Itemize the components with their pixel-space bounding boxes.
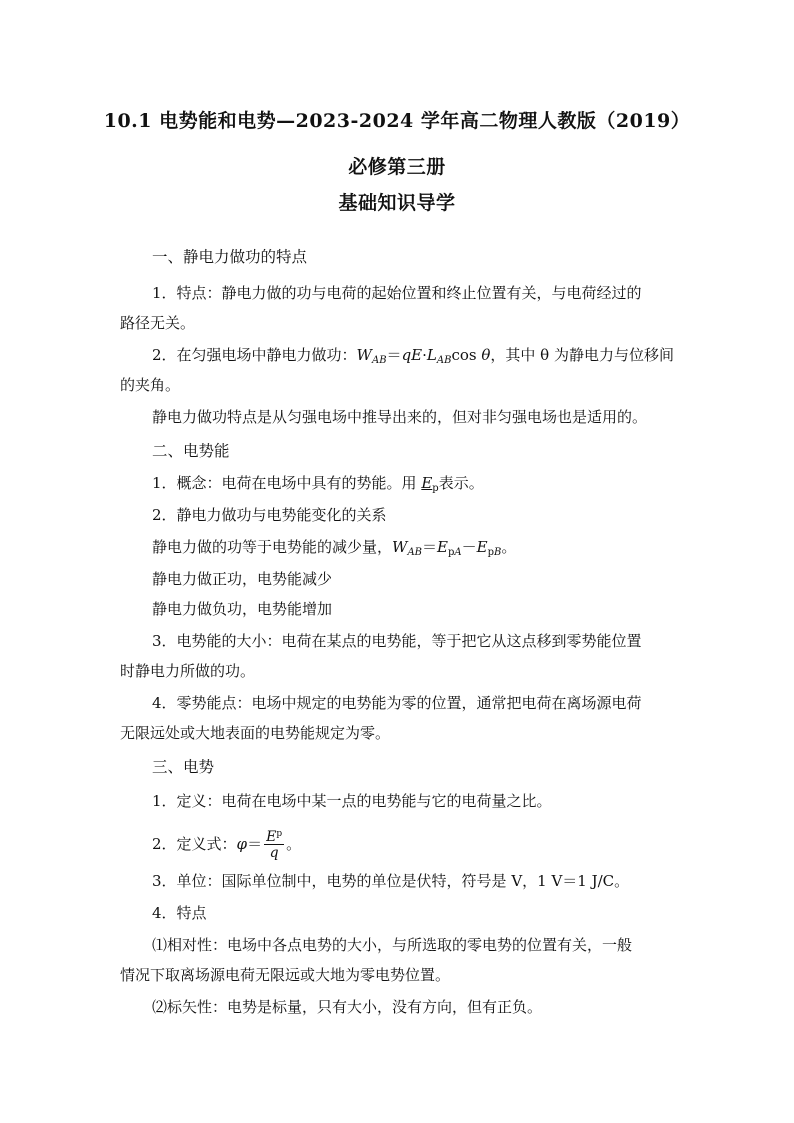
document-subtitle: 必修第三册 xyxy=(348,156,446,178)
formula-work-energy: $W_{AB}=E_{pA}-E_{pB}$ xyxy=(392,538,502,558)
paragraph-definition: 1．定义：电荷在电场中某一点的电势能与它的电荷量之比。 xyxy=(152,792,552,810)
paragraph-zero-point-line1: 4．零势能点：电场中规定的电势能为零的位置，通常把电荷在离场源电荷 xyxy=(152,694,642,712)
paragraph-features: 4．特点 xyxy=(152,904,207,922)
heading-potential: 三、电势 xyxy=(152,758,215,776)
paragraph-magnitude-line1: 3．电势能的大小：电荷在某点的电势能，等于把它从这点移到零势能位置 xyxy=(152,632,642,650)
text: ，其中 θ 为静电力与位移间 xyxy=(490,346,674,364)
formula-potential: φ＝ $\frac{E^p}{q}$ xyxy=(236,829,283,861)
paragraph-applicability: 静电力做功特点是从匀强电场中推导出来的，但对非匀强电场也是适用的。 xyxy=(152,408,648,426)
paragraph-negative-work: 静电力做负功，电势能增加 xyxy=(152,600,333,618)
heading-potential-energy: 二、电势能 xyxy=(152,442,230,460)
paragraph-feature-line1: 1．特点：静电力做的功与电荷的起始位置和终止位置有关，与电荷经过的 xyxy=(152,284,642,302)
paragraph-feature-line2: 路径无关。 xyxy=(120,314,196,332)
text: 1．概念：电荷在电场中具有的势能。用 xyxy=(152,474,422,492)
paragraph-relation: 2．静电力做功与电势能变化的关系 xyxy=(152,506,387,524)
text: 2．定义式： xyxy=(152,835,237,853)
document-title: 10.1 电势能和电势—2023-2024 学年高二物理人教版（2019） xyxy=(103,110,691,132)
paragraph-relativity-line2: 情况下取离场源电荷无限远或大地为零电势位置。 xyxy=(120,966,451,984)
paragraph-concept xyxy=(152,468,712,504)
paragraph-magnitude-line2: 时静电力所做的功。 xyxy=(120,662,256,680)
paragraph-definition-formula xyxy=(152,828,712,860)
formula-work: $W_{AB}=qE\cdot L_{AB}\cos$ θ xyxy=(356,346,491,366)
paragraph-scalar: ⑵标矢性：电势是标量，只有大小，没有方向，但有正负。 xyxy=(152,998,543,1016)
paragraph-zero-point-line2: 无限远处或大地表面的电势能规定为零。 xyxy=(120,724,391,742)
heading-work-by-electric-force: 一、静电力做功的特点 xyxy=(152,248,308,266)
paragraph-unit: 3．单位：国际单位制中，电势的单位是伏特，符号是 V，1 V＝1 J/C。 xyxy=(152,872,630,890)
paragraph-relativity-line1: ⑴相对性：电场中各点电势的大小，与所选取的零电势的位置有关，一般 xyxy=(152,936,633,954)
paragraph-work-decrease xyxy=(152,532,712,568)
text: 静电力做的功等于电势能的减少量， xyxy=(152,538,393,556)
section-title: 基础知识导学 xyxy=(338,192,456,214)
text: 。 xyxy=(501,538,517,556)
text: 表示。 xyxy=(438,474,484,492)
symbol-ep: $E_p$ xyxy=(421,474,439,494)
text: 。 xyxy=(286,835,302,853)
fraction: $\frac{E^p}{q}$ xyxy=(266,829,283,861)
paragraph-positive-work: 静电力做正功，电势能减少 xyxy=(152,570,333,588)
paragraph-uniform-field-work-cont: 的夹角。 xyxy=(120,376,181,394)
text: 2．在匀强电场中静电力做功： xyxy=(152,346,357,364)
